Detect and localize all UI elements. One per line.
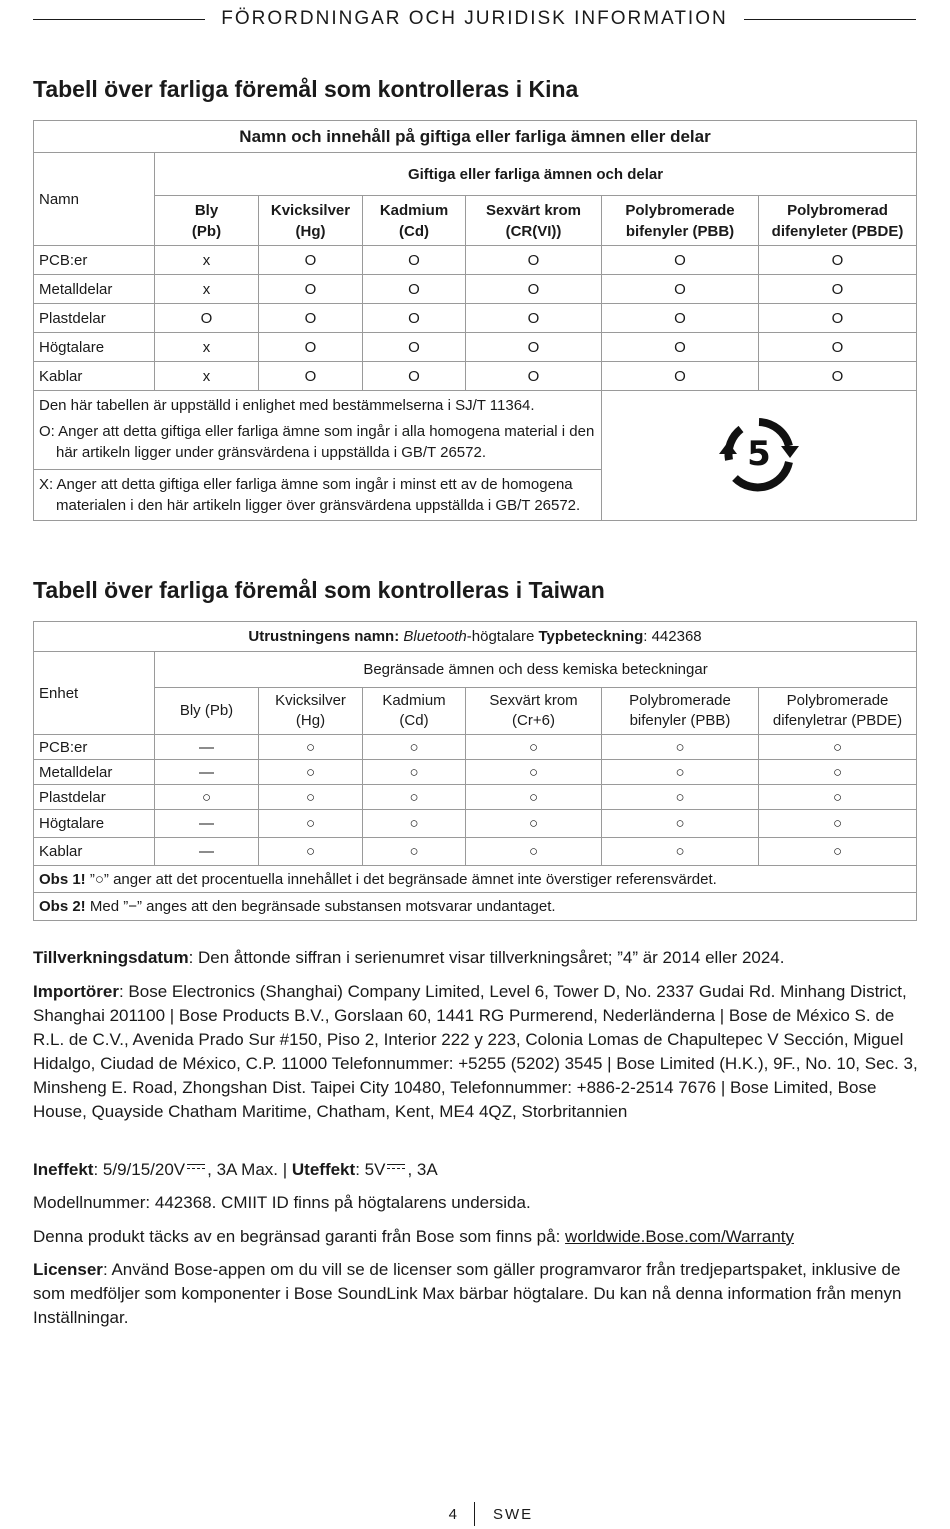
table-cell: x: [155, 362, 259, 391]
table-cell: ○: [363, 735, 466, 760]
table-row: [34, 333, 917, 362]
column-symbol: (Hg): [295, 222, 326, 240]
bluetooth-text: Bluetooth: [403, 628, 467, 645]
column-name: Kadmium: [382, 692, 446, 709]
output-label: Uteffekt: [291, 1160, 356, 1179]
column-symbol: (Cd): [399, 222, 429, 240]
china-column-header: [259, 196, 363, 246]
column-name: Bly: [194, 201, 219, 219]
table-cell: ○: [759, 785, 917, 810]
row-name: Metalldelar: [34, 760, 155, 785]
table-row: [34, 304, 917, 333]
licenses-info: [33, 1258, 918, 1330]
table-cell: O: [259, 275, 363, 304]
importers-text: : Bose Electronics (Shanghai) Company Limited, Level 6, Tower D, No. 2337 Gudai Rd. Minhang District, Shanghai 201100 | Bose Products B.V., Gorslaan 60, 1441 RG Purmerend, Nederländerna | Bose de México S. de R.L. de C.V., Avenida Prado Sur #150, Piso 2, Interior 222 y 223, Colonia Lomas de Chapultepec V Sección, Miguel Hidalgo, Ciudad de México, C.P. 11000 Telefonnummer: +5255 (5202) 3545 | Bose Limited (H.K.), 9F., No. 10, Sec. 3, Minsheng E. Road, Zhongshan Dist. Taipei City 10480, Telefonnummer: +886-2-2514 7676 | Bose Limited, Bose House, Quayside Chatham Maritime, Chatham, Kent, ME4 4QZ, Storbritannien: [33, 982, 918, 1121]
taiwan-heading: Tabell över farliga föremål som kontrolleras i Taiwan: [33, 577, 605, 603]
equipment-name-label: Utrustningens namn:: [248, 628, 400, 645]
row-name: Plastdelar: [34, 785, 155, 810]
table-row: [34, 246, 917, 275]
table-cell: ○: [155, 785, 259, 810]
product-name: -högtalare: [466, 628, 535, 645]
column-symbol: (Cd): [399, 712, 429, 729]
table-cell: ○: [259, 838, 363, 866]
table-cell: ○: [602, 838, 759, 866]
header-title: FÖRORDNINGAR OCH JURIDISK INFORMATION: [221, 8, 728, 29]
taiwan-column-header: [602, 688, 759, 735]
column-name: Polybromerade: [786, 692, 889, 709]
row-name: Metalldelar: [34, 275, 155, 304]
manufacture-text: : Den åttonde siffran i serienumret visar tillverkningsåret; ”4” är 2014 eller 2024.: [188, 948, 785, 967]
table-cell: ○: [363, 838, 466, 866]
column-symbol: bifenyler (PBB): [625, 222, 735, 240]
warranty-text: Denna produkt täcks av en begränsad garanti från Bose som finns på:: [33, 1227, 566, 1246]
efup-5-icon: [719, 416, 799, 492]
table-cell: O: [759, 275, 917, 304]
input-value: : 5/9/15/20V: [93, 1160, 186, 1179]
china-heading: Tabell över farliga föremål som kontrolleras i Kina: [33, 76, 579, 102]
table-row: [34, 785, 917, 810]
table-cell: O: [602, 304, 759, 333]
column-name: Sexvärt krom: [489, 692, 578, 709]
obs2-label: Obs 2!: [39, 898, 86, 915]
table-cell: ○: [466, 838, 602, 866]
type-label: Typbeteckning: [538, 628, 644, 645]
licenses-text: : Använd Bose-appen om du vill se de licenser som gäller programvaror från tredjepartspaket, inklusive de som medföljer som komponenter i Bose SoundLink Max bärbar högtalare. Du kan nå denna information från menyn Inställningar.: [33, 1260, 902, 1327]
table-cell: O: [759, 246, 917, 275]
china-table-title: Namn och innehåll på giftiga eller farliga ämnen eller delar: [34, 121, 917, 153]
dc-symbol-icon: [187, 1164, 205, 1172]
column-name: Kvicksilver: [270, 201, 351, 219]
china-efup-logo-cell: [602, 391, 917, 521]
column-name: Polybromerad: [787, 201, 888, 219]
table-row: [34, 362, 917, 391]
china-note-standard: Den här tabellen är uppställd i enlighet med bestämmelserna i SJ/T 11364.: [39, 397, 535, 414]
input-label: Ineffekt: [33, 1160, 94, 1179]
column-name: Sexvärt krom: [485, 201, 582, 219]
table-cell: ○: [759, 735, 917, 760]
row-name: Högtalare: [34, 810, 155, 838]
column-name: Polybromerade: [625, 201, 735, 219]
table-cell: O: [259, 246, 363, 275]
header-rule-right: [744, 19, 916, 20]
table-cell: ○: [602, 785, 759, 810]
language-code: SWE: [493, 1506, 534, 1523]
row-name: PCB:er: [34, 735, 155, 760]
table-cell: ○: [759, 838, 917, 866]
table-cell: ○: [363, 760, 466, 785]
china-column-header: [466, 196, 602, 246]
column-symbol: difenyletrar (PBDE): [772, 712, 903, 729]
warranty-link[interactable]: worldwide.Bose.com/Warranty: [565, 1227, 794, 1246]
taiwan-unit-header: Enhet: [34, 652, 155, 735]
row-name: Plastdelar: [34, 304, 155, 333]
column-name: Kvicksilver: [275, 692, 346, 709]
table-cell: O: [363, 275, 466, 304]
table-cell: —: [155, 838, 259, 866]
table-cell: O: [602, 333, 759, 362]
china-hazard-table: [33, 120, 917, 521]
china-column-header: [759, 196, 917, 246]
taiwan-obs1: [34, 866, 917, 893]
column-symbol: (Cr+6): [512, 712, 555, 729]
table-cell: O: [466, 333, 602, 362]
column-symbol: (Pb): [191, 222, 222, 240]
output-rest: , 3A: [407, 1160, 438, 1179]
table-cell: O: [602, 246, 759, 275]
row-name: Kablar: [34, 362, 155, 391]
table-cell: x: [155, 275, 259, 304]
table-cell: O: [466, 246, 602, 275]
taiwan-column-header: [759, 688, 917, 735]
table-cell: ○: [602, 760, 759, 785]
table-cell: O: [363, 333, 466, 362]
table-cell: —: [155, 810, 259, 838]
manufacture-date: [33, 946, 918, 970]
type-value: : 442368: [643, 628, 702, 645]
china-table-subtitle: Giftiga eller farliga ämnen och delar: [155, 153, 917, 196]
table-cell: O: [466, 275, 602, 304]
table-row: [34, 760, 917, 785]
table-cell: O: [259, 333, 363, 362]
table-cell: O: [759, 362, 917, 391]
column-name: Polybromerade: [629, 692, 731, 709]
table-cell: ○: [759, 810, 917, 838]
taiwan-column-header: [155, 688, 259, 735]
table-row: [34, 735, 917, 760]
table-cell: ○: [363, 810, 466, 838]
column-symbol: (CR(VI)): [505, 222, 562, 240]
table-cell: O: [602, 275, 759, 304]
row-name: Högtalare: [34, 333, 155, 362]
efup-number: 5: [747, 433, 771, 474]
power-info: [33, 1158, 918, 1182]
table-cell: O: [259, 304, 363, 333]
table-cell: ○: [259, 735, 363, 760]
obs1-label: Obs 1!: [39, 870, 86, 888]
table-cell: O: [259, 362, 363, 391]
licenses-label: Licenser: [33, 1260, 103, 1279]
manufacture-label: Tillverkningsdatum: [33, 948, 189, 967]
china-column-header: [602, 196, 759, 246]
table-cell: O: [759, 333, 917, 362]
table-cell: ○: [466, 735, 602, 760]
table-row: [34, 275, 917, 304]
table-cell: O: [602, 362, 759, 391]
table-cell: ○: [466, 810, 602, 838]
dc-symbol-icon: [387, 1164, 405, 1172]
table-cell: ○: [466, 760, 602, 785]
taiwan-table-subtitle: Begränsade ämnen och dess kemiska beteckningar: [155, 652, 917, 688]
table-cell: ○: [259, 785, 363, 810]
table-cell: ○: [363, 785, 466, 810]
column-name: Kadmium: [379, 201, 449, 219]
table-cell: O: [363, 246, 466, 275]
table-cell: x: [155, 333, 259, 362]
table-cell: O: [363, 304, 466, 333]
row-name: PCB:er: [34, 246, 155, 275]
table-cell: ○: [259, 810, 363, 838]
china-name-header: Namn: [34, 153, 155, 246]
column-symbol: bifenyler (PBB): [629, 712, 731, 729]
table-cell: O: [466, 304, 602, 333]
warranty-info: [33, 1225, 918, 1249]
obs2-text: Med ”−” anges att den begränsade substansen motsvarar undantaget.: [85, 898, 556, 915]
column-symbol: (Hg): [295, 712, 326, 729]
table-cell: x: [155, 246, 259, 275]
column-symbol: difenyleter (PBDE): [771, 222, 904, 240]
table-cell: ○: [759, 760, 917, 785]
taiwan-column-header: [466, 688, 602, 735]
page-number: 4: [448, 1506, 457, 1523]
table-cell: —: [155, 735, 259, 760]
table-row: [34, 838, 917, 866]
taiwan-hazard-table: [33, 621, 917, 921]
china-column-header: [155, 196, 259, 246]
page-footer: [0, 1502, 950, 1526]
importers: [33, 980, 918, 1124]
table-cell: O: [363, 362, 466, 391]
column-name: Bly (Pb): [179, 702, 234, 719]
china-notes: [34, 391, 602, 521]
table-cell: —: [155, 760, 259, 785]
row-name: Kablar: [34, 838, 155, 866]
page-header: [33, 6, 916, 34]
table-cell: ○: [602, 810, 759, 838]
taiwan-obs2: [34, 893, 917, 921]
table-cell: ○: [259, 760, 363, 785]
taiwan-column-header: [259, 688, 363, 735]
taiwan-table-title: [34, 622, 917, 652]
china-note-o: O: Anger att detta giftiga eller farliga ämne som ingår i alla homogena material i den här artikeln ligger under gränsvärdena i uppställda i GB/T 26572.: [39, 423, 595, 461]
importers-label: Importörer: [33, 982, 119, 1001]
china-note-x: X: Anger att detta giftiga eller farliga ämne som ingår i minst ett av de homogena materialen i den här artikeln ligger över gränsvärdena uppställda i GB/T 26572.: [39, 476, 581, 514]
input-rest: , 3A Max. |: [207, 1160, 292, 1179]
obs1-text: ”○” anger att det procentuella innehållet i det begränsade ämnet inte överstiger referensvärdet.: [85, 870, 717, 888]
table-cell: O: [466, 362, 602, 391]
table-cell: ○: [466, 785, 602, 810]
table-cell: O: [155, 304, 259, 333]
model-number: Modellnummer: 442368. CMIIT ID finns på högtalarens undersida.: [33, 1193, 531, 1212]
taiwan-column-header: [363, 688, 466, 735]
table-cell: ○: [602, 735, 759, 760]
footer-divider: [474, 1502, 475, 1526]
table-cell: O: [759, 304, 917, 333]
output-value: : 5V: [355, 1160, 386, 1179]
table-row: [34, 810, 917, 838]
china-column-header: [363, 196, 466, 246]
